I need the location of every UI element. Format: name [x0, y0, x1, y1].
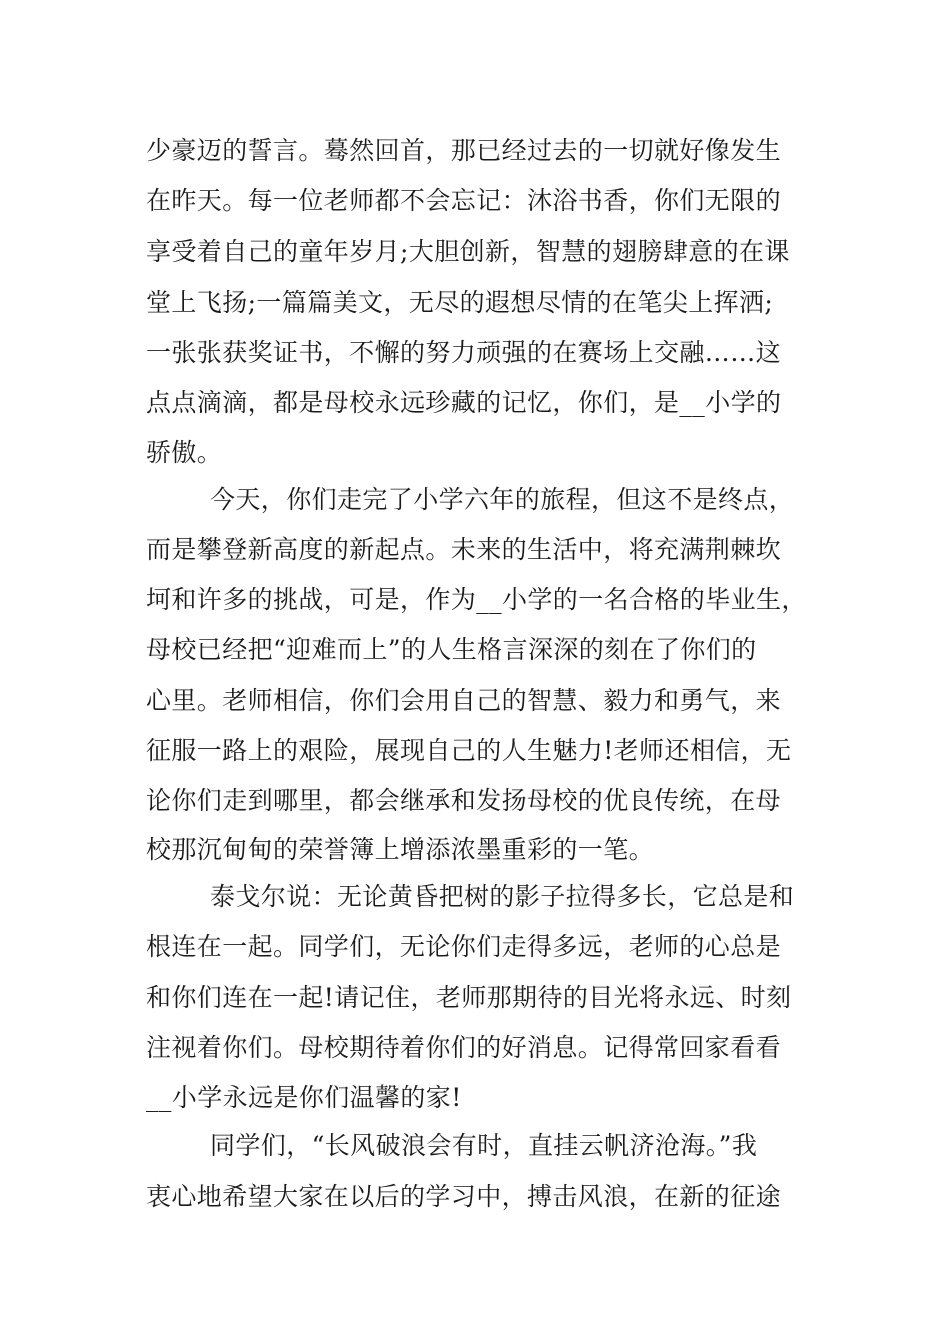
paragraph-first-line: 泰戈尔说：无论黄昏把树的影子拉得多长，它总是和	[210, 882, 795, 911]
text-line: 享受着自己的童年岁月;大胆创新，智慧的翅膀肆意的在课	[146, 237, 790, 266]
text-line: 而是攀登新高度的新起点。未来的生活中，将充满荆棘坎	[146, 535, 782, 564]
paragraph-first-line: 同学们，“长风破浪会有时，直挂云帆济沧海。”我	[210, 1131, 758, 1160]
text-line: 一张张获奖证书，不懈的努力顽强的在赛场上交融……这	[146, 338, 782, 367]
text-line: 征服一路上的艰险，展现自己的人生魅力!老师还相信，无	[146, 736, 792, 765]
text-line: 在昨天。每一位老师都不会忘记：沐浴书香，你们无限的	[146, 186, 782, 215]
text-line: 校那沉甸甸的荣誉簿上增添浓墨重彩的一笔。	[146, 835, 655, 864]
text-line: 注视着你们。母校期待着你们的好消息。记得常回家看看	[146, 1033, 782, 1062]
text-line: 心里。老师相信，你们会用自己的智慧、毅力和勇气，来	[146, 686, 782, 715]
text-line: 少豪迈的誓言。蓦然回首，那已经过去的一切就好像发生	[146, 136, 782, 165]
text-line: 论你们走到哪里，都会继承和发扬母校的优良传统，在母	[146, 786, 782, 815]
paragraph-first-line: 今天，你们走完了小学六年的旅程，但这不是终点，	[210, 485, 795, 514]
text-line: 和你们连在一起!请记住，老师那期待的目光将永远、时刻	[146, 983, 792, 1012]
text-line: 坷和许多的挑战，可是，作为__小学的一名合格的毕业生，	[146, 585, 807, 614]
text-line: 堂上飞扬;一篇篇美文，无尽的遐想尽情的在笔尖上挥洒;	[146, 288, 774, 317]
text-line: 母校已经把“迎难而上”的人生格言深深的刻在了你们的	[146, 635, 757, 664]
text-line: 根连在一起。同学们，无论你们走得多远，老师的心总是	[146, 932, 782, 961]
text-line: 骄傲。	[146, 438, 223, 467]
text-line: __小学永远是你们温馨的家!	[146, 1083, 462, 1112]
text-line: 点点滴滴，都是母校永远珍藏的记忆，你们，是__小学的	[146, 388, 782, 417]
text-line: 衷心地希望大家在以后的学习中，搏击风浪，在新的征途	[146, 1182, 782, 1211]
